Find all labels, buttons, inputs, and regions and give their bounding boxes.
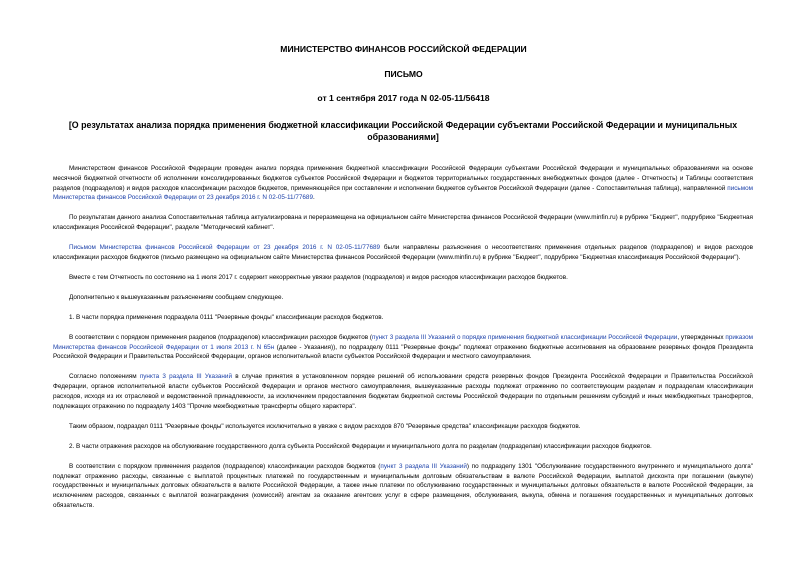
text: ) по подразделу 1301 "Обслуживание государственного внутреннего и муниципального долга" подлежат отражению расходы, связанные с выплатой процентных платежей по государственным и муниципальным долговым обязательствам в валюте Российской Федерации, выплатой дисконта при погашении (выкупе) государственных и муниципальных долговых обязательств в валюте Российской Федерации, а также иные платежи по обслуживанию государственных и муниципальных долговых обязательств в валюте Российской Федерации, за исключением расходов, связанных с выплатой вознаграждения (комиссий) агентам за оказание агентских услуг в сфере размещения, обслуживания, выкупа, обмена и погашения государственных и муниципальных долговых обязательств.: [53, 462, 753, 509]
paragraph-4: Вместе с тем Отчетность по состоянию на 1 июля 2017 г. содержит некорректные увязки разделов (подразделов) и видов расходов классификации расходов бюджетов.: [69, 273, 568, 281]
paragraph-5: Дополнительно к вышеуказанным разъяснениям сообщаем следующее.: [69, 293, 284, 301]
paragraph-10: 2. В части отражения расходов на обслуживание государственного долга субъекта Российской Федерации и муниципального долга по разделам (подразделам) классификации расходов бюджетов.: [69, 442, 652, 450]
text: в случае принятия в установленном порядке решений об использовании средств резервных фондов Президента Российской Федерации и Правительства Российской Федерации, органов исполнительной власти субъектов Российской Федерации и органов местного самоуправления, вышеуказанные расходы подлежат отражению по соответствующим разделам и подразделам классификации расходов, исходя из их отраслевой и ведомственной принадлежности, за исключением предоставления бюджетам бюджетной системы Российской Федерации по отдельным решениям субсидий и иных межбюджетных трансфертов, подлежащих отражению по подразделу 1403 "Прочие межбюджетные трансферты общего характера".: [53, 373, 753, 410]
link-letter-2016[interactable]: Письмом Министерства финансов Российской Федерации от 23 декабря 2016 г. N 02-05-11/77689: [69, 244, 381, 252]
link-order-65n[interactable]: приказом Министерства финансов Российской Федерации от 1 июля 2013 г. N 65н: [53, 333, 753, 351]
text: В соответствии с порядком применения разделов (подразделов) классификации расходов бюджетов (: [69, 462, 381, 470]
link-instructions-section3[interactable]: пункт 3 раздела III Указаний о порядке применения бюджетной классификации Российской Федерации: [372, 333, 678, 341]
document-body: [53, 164, 753, 521]
text: , утвержденных: [677, 333, 726, 341]
ministry-title: МИНИСТЕРСТВО ФИНАНСОВ РОССИЙСКОЙ ФЕДЕРАЦИИ: [280, 44, 527, 54]
link-instructions-point3[interactable]: пункт 3 раздела III Указаний: [380, 462, 467, 470]
paragraph-7: [53, 333, 753, 362]
link-instructions-point3[interactable]: пункта 3 раздела III Указаний: [139, 373, 232, 381]
text: (далее - Указания)), по подразделу 0111 "Резервные фонды" подлежат отражению бюджетные ассигнования на образование резервных фондов Президента Российской Федерации и Правительства Российской Федерации, органов исполнительной власти субъектов Российской Федерации и местного самоуправления.: [53, 343, 753, 361]
text: были направлены разъяснения о несоответствиях применения отдельных разделов (подразделов) и видов расходов классификации расходов бюджетов (письмо размещено на официальном сайте Министерства финансов Российской Федерации (www.minfin.ru) в рубрике "Бюджет", подрубрике "Бюджетная классификация Российской Федерации").: [53, 244, 754, 261]
document-subject: [О результатах анализа порядка применения бюджетной классификации Российской Федерации субъектами Российской Федерации и муниципальных образованиями]: [68, 120, 738, 142]
paragraph-1: [53, 164, 753, 203]
document-date-number: от 1 сентября 2017 года N 02-05-11/56418: [317, 93, 490, 103]
paragraph-6: 1. В части порядка применения подраздела 0111 "Резервные фонды" классификации расходов бюджетов.: [69, 313, 384, 321]
paragraph-3: [53, 243, 753, 263]
paragraph-8: [53, 372, 753, 411]
link-letter-2016[interactable]: письмом Министерства финансов Российской Федерации от 23 декабря 2016 г. N 02-05-11/77689: [53, 184, 753, 202]
paragraph-2: По результатам данного анализа Сопоставительная таблица актуализирована и переразмещена на официальном сайте Министерства финансов Российской Федерации (www.minfin.ru) в рубрике "Бюджет", подрубрике "Бюджетная классификация Российской Федерации", разделе "Методический кабинет".: [53, 214, 753, 232]
text: Министерством финансов Российской Федерации проведен анализ порядка применения бюджетной классификации Российской Федерации субъектами Российской Федерации и муниципальных образованиями на основе месячной бюджетной отчетности об исполнении консолидированных бюджетов субъектов Российской Федерации и бюджетов территориальных государственных внебюджетных фондов (далее - Отчетность) и Таблицы соответствия разделов (подразделов) и видов расходов классификации расходов бюджетов, применяющейся при составлении и исполнении бюджетов субъектов Российской Федерации (далее - Сопоставительная таблица), направленной: [53, 165, 753, 192]
text: .: [313, 194, 315, 202]
text: Согласно положениям: [69, 373, 140, 381]
paragraph-9: Таким образом, подраздел 0111 "Резервные фонды" используется исключительно в увязке с видом расходов 870 "Резервные средства" классификации расходов бюджетов.: [69, 422, 581, 430]
paragraph-11: [53, 462, 753, 511]
text: В соответствии с порядком применения разделов (подразделов) классификации расходов бюджетов (: [69, 333, 373, 341]
document-type: ПИСЬМО: [384, 69, 423, 79]
